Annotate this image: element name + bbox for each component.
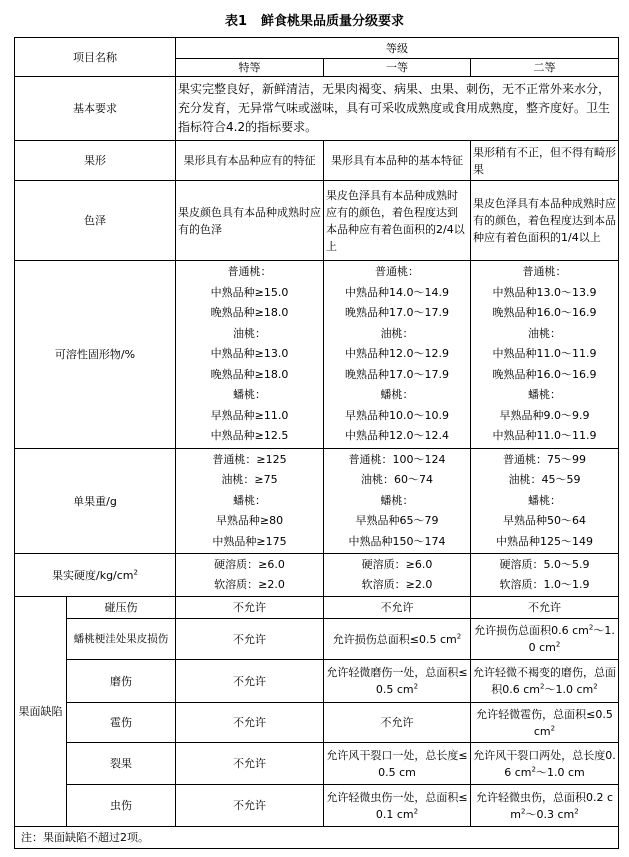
defect-second-sup: 2 [531, 764, 536, 773]
weight-first-line: 中熟品种150～174 [348, 534, 446, 548]
solids-second-line: 早熟品种9.0～9.9 [499, 408, 590, 422]
defect-first: 不允许 [324, 597, 471, 619]
defect-name: 雹伤 [67, 703, 176, 743]
weight-first-line: 早熟品种65～79 [355, 514, 439, 528]
defect-row-insect [15, 785, 619, 827]
defect-second-text: 允许轻微虫伤，总面积0.2 cm [475, 790, 614, 821]
solids-second-line: 中熟品种11.0～11.9 [492, 347, 597, 361]
weight-premium-line: 油桃：≥75 [221, 473, 278, 487]
defect-name: 蟠桃梗洼处果皮损伤 [67, 619, 176, 660]
defect-name: 碰压伤 [67, 597, 176, 619]
solids-first-line: 油桃： [380, 326, 414, 340]
note-row [15, 827, 619, 849]
defect-first [324, 660, 471, 703]
shape-label: 果形 [15, 141, 176, 181]
defect-second [471, 785, 619, 827]
defect-first-sup: 2 [413, 806, 419, 815]
color-label: 色泽 [15, 181, 176, 261]
weight-premium-line: 蟠桃： [233, 493, 266, 507]
solids-premium-line: 早熟品种≥11.0 [210, 408, 289, 422]
defect-second-text: 允许损伤总面积0.6 cm [474, 624, 589, 637]
weight-second-line: 中熟品种125～149 [496, 534, 593, 548]
color-second: 果皮色泽具有本品种成熟时应有的颜色，着色程度达到本品种应有着色面积的1/4以上 [471, 181, 619, 261]
defect-first-sup: 2 [413, 682, 419, 691]
solids-premium-line: 晚熟品种≥18.0 [210, 367, 289, 381]
solids-second [471, 261, 619, 449]
solids-premium [176, 261, 324, 449]
defect-second-text: 允许风干裂口两处，总长度0.6 cm [473, 748, 616, 779]
weight-premium-line: 早熟品种≥80 [215, 514, 284, 528]
defect-name: 裂果 [67, 743, 176, 785]
solids-first-line: 中熟品种12.0～12.9 [345, 347, 449, 361]
solids-first [324, 261, 471, 449]
defect-row-bruise [15, 597, 619, 619]
firmness-label [15, 554, 176, 597]
table-number: 表1 [224, 14, 248, 29]
defect-second-text: 允许轻微雹伤，总面积≤0.5 cm [476, 707, 613, 738]
shape-second: 果形稍有不正，但不得有畸形果 [471, 141, 619, 181]
table-note: 注：果面缺陷不超过2项。 [15, 827, 619, 849]
basic-row [15, 77, 619, 141]
weight-premium-line: 中熟品种≥175 [212, 534, 287, 548]
weight-second-line: 油桃：45～59 [508, 473, 581, 487]
table-title [0, 10, 629, 29]
solids-premium-line: 中熟品种≥15.0 [210, 285, 289, 299]
weight-second-line: 普通桃：75～99 [503, 452, 586, 466]
defect-premium: 不允许 [176, 660, 324, 703]
defect-premium: 不允许 [176, 743, 324, 785]
solids-first-line: 中熟品种12.0～12.4 [345, 429, 449, 443]
defect-second-sup: 2 [588, 623, 594, 632]
solids-second-line: 晚熟品种16.0～16.9 [492, 367, 597, 381]
defect-second-text: ～0.3 cm [525, 807, 575, 821]
defect-row-stem-cavity [15, 619, 619, 660]
defect-second-text: ～1.0 cm [535, 765, 585, 779]
defect-second-sup: 2 [555, 640, 561, 649]
grading-table [14, 37, 619, 849]
basic-text: 果实完整良好，新鲜清洁，无果肉褐变、病果、虫果、刺伤，无不正常外来水分，充分发育，无异常气味或滋味，具有可采收成熟度或食用成熟度，整齐度好。卫生指标符合4.2的指标要求。 [176, 77, 619, 141]
solids-second-line: 中熟品种13.0～13.9 [492, 285, 597, 299]
defect-first-text: 允许损伤总面积≤0.5 cm [332, 632, 457, 646]
weight-first-line: 蟠桃： [380, 493, 414, 507]
solids-row [15, 261, 619, 449]
solids-first-line: 晚熟品种17.0～17.9 [345, 367, 449, 381]
defect-first-text: 允许轻微虫伤一处，总面积≤0.1 cm [326, 790, 468, 821]
defect-premium: 不允许 [176, 597, 324, 619]
header-grade-second: 二等 [471, 59, 619, 77]
color-row [15, 181, 619, 261]
defect-second [471, 703, 619, 743]
solids-first-line: 蟠桃： [380, 388, 414, 402]
solids-first-line: 晚熟品种17.0～17.9 [345, 306, 449, 320]
defect-second-sup: 2 [521, 806, 526, 815]
weight-row [15, 449, 619, 554]
firmness-label-sup: 2 [133, 567, 138, 576]
defect-row-abrasion [15, 660, 619, 703]
defect-second-sup: 2 [593, 682, 598, 691]
firmness-second [471, 554, 619, 597]
solids-premium-line: 蟠桃： [233, 388, 266, 402]
shape-first: 果形具有本品种的基本特征 [324, 141, 471, 181]
solids-premium-line: 普通桃： [227, 265, 272, 279]
basic-label: 基本要求 [15, 77, 176, 141]
defect-first-text: 允许轻微磨伤一处，总面积≤0.5 cm [326, 666, 468, 696]
solids-premium-line: 中熟品种≥13.0 [210, 347, 289, 361]
firmness-second-line: 硬溶质：5.0～5.9 [499, 557, 590, 571]
header-grade-premium: 特等 [176, 59, 324, 77]
solids-premium-line: 晚熟品种≥18.0 [210, 306, 289, 320]
defect-second [471, 743, 619, 785]
defect-row-crack [15, 743, 619, 785]
defects-label: 果面缺陷 [15, 597, 67, 827]
defect-second-sup: 2 [550, 723, 556, 732]
solids-second-line: 晚熟品种16.0～16.9 [492, 306, 597, 320]
defect-second [471, 619, 619, 660]
shape-premium: 果形具有本品种应有的特征 [176, 141, 324, 181]
solids-label: 可溶性固形物/% [15, 261, 176, 449]
firmness-first-line: 硬溶质：≥6.0 [361, 557, 433, 571]
header-item-name: 项目名称 [15, 38, 176, 77]
weight-second [471, 449, 619, 554]
defect-second-text: 允许轻微不褐变的磨伤，总面积0.6 cm [473, 666, 616, 696]
defect-row-hail [15, 703, 619, 743]
defect-name: 虫伤 [67, 785, 176, 827]
color-premium: 果皮颜色具有本品种成熟时应有的色泽 [176, 181, 324, 261]
solids-second-line: 油桃： [528, 326, 561, 340]
header-grade: 等级 [176, 38, 619, 59]
firmness-label-text: 果实硬度/kg/cm [52, 568, 134, 582]
defect-premium: 不允许 [176, 785, 324, 827]
firmness-premium-line: 硬溶质：≥6.0 [214, 557, 285, 571]
defect-second-sup: 2 [540, 682, 545, 691]
defect-second-text: ～1.0 cm [544, 683, 594, 696]
defect-premium: 不允许 [176, 619, 324, 660]
defect-first: 允许风干裂口一处，总长度≤0.5 cm [324, 743, 471, 785]
solids-second-line: 中熟品种11.0～11.9 [492, 429, 597, 443]
shape-row [15, 141, 619, 181]
color-first: 果皮色泽具有本品种成熟时应有的颜色，着色程度达到本品种应有着色面积的2/4以上 [324, 181, 471, 261]
defect-second: 不允许 [471, 597, 619, 619]
defect-second-sup: 2 [574, 806, 579, 815]
firmness-second-line: 软溶质：1.0～1.9 [499, 578, 590, 591]
solids-second-line: 蟠桃： [528, 388, 561, 402]
weight-premium [176, 449, 324, 554]
solids-first-line: 早熟品种10.0～10.9 [345, 408, 449, 422]
firmness-first-line: 软溶质：≥2.0 [361, 578, 433, 591]
weight-first-line: 普通桃：100～124 [348, 452, 446, 466]
firmness-first [324, 554, 471, 597]
table-title-text: 鲜食桃果品质量分级要求 [261, 14, 405, 29]
weight-label: 单果重/g [15, 449, 176, 554]
solids-first-line: 中熟品种14.0～14.9 [345, 285, 449, 299]
defect-first [324, 619, 471, 660]
weight-first-line: 油桃：60～74 [361, 473, 433, 487]
defect-premium: 不允许 [176, 703, 324, 743]
header-grade-first: 一等 [324, 59, 471, 77]
defect-second-text: ～1.0 cm [528, 624, 615, 654]
defect-second [471, 660, 619, 703]
weight-first [324, 449, 471, 554]
defect-first [324, 785, 471, 827]
weight-premium-line: 普通桃：≥125 [212, 452, 287, 466]
weight-second-line: 早熟品种50～64 [503, 514, 586, 528]
firmness-row [15, 554, 619, 597]
firmness-premium [176, 554, 324, 597]
defect-first-sup: 2 [456, 631, 462, 640]
header-row [15, 38, 619, 59]
defect-first: 不允许 [324, 703, 471, 743]
solids-premium-line: 油桃： [233, 326, 266, 340]
solids-premium-line: 中熟品种≥12.5 [210, 429, 289, 443]
solids-second-line: 普通桃： [522, 265, 567, 279]
firmness-premium-line: 软溶质：≥2.0 [214, 578, 285, 591]
solids-first-line: 普通桃： [375, 265, 419, 279]
defect-name: 磨伤 [67, 660, 176, 703]
weight-second-line: 蟠桃： [528, 493, 561, 507]
